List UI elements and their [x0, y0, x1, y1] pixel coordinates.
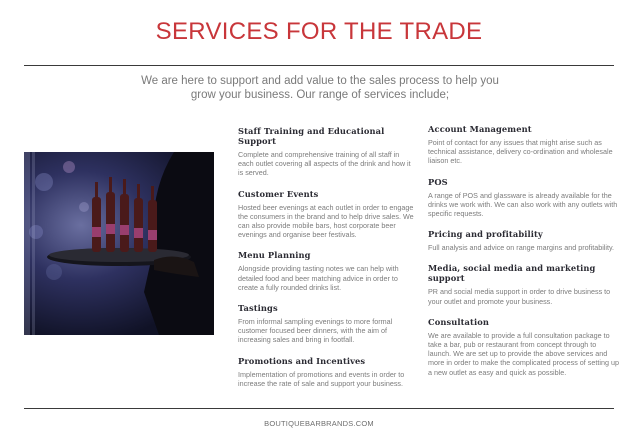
service-title: Account Management — [428, 124, 532, 134]
service-title: Consultation — [428, 316, 489, 327]
service-item — [238, 189, 414, 240]
service-description: Implementation of promotions and events in order to increase the rate of sale and support your business. — [238, 369, 405, 388]
services-column-left — [238, 126, 414, 399]
intro-line-1: We are here to support and add value to the sales process to help you — [141, 75, 499, 87]
service-item — [238, 303, 414, 345]
service-description: From informal sampling evenings to more formal customer focused beer dinners, with the aim of increasing sales and bring in footfall. — [238, 317, 393, 345]
service-title: Tastings — [238, 303, 278, 314]
intro-text — [130, 74, 510, 102]
service-description: Complete and comprehensive training of all staff in each outlet covering all aspects of the drink and how it is served. — [238, 150, 411, 178]
bottles-photo — [24, 152, 214, 335]
service-item — [238, 126, 414, 178]
service-title: Pricing and profitability — [428, 229, 543, 240]
service-item — [428, 229, 620, 252]
service-title: Media, social media and marketing support — [428, 263, 596, 284]
top-divider — [24, 65, 614, 66]
service-item — [428, 263, 620, 305]
service-title: POS — [428, 176, 448, 187]
service-item — [428, 124, 620, 166]
intro-line-2: grow your business. Our range of services include; — [190, 89, 450, 101]
service-title: Menu Planning — [238, 250, 311, 261]
service-description: Hosted beer evenings at each outlet in order to engage the consumers in the brand and to help drive sales. We can also provide mobile bars, host corporate beer evenings and organise beer festivals. — [238, 202, 414, 240]
service-description: PR and social media support in order to drive business to your outlet and promote your business. — [428, 287, 611, 306]
page-title: SERVICES FOR THE TRADE — [155, 18, 483, 45]
service-description: Point of contact for any issues that might arise such as technical assistance, delivery co-ordination and wholesale liaison etc. — [428, 138, 613, 166]
service-title: Staff Training and Educational Support — [238, 126, 385, 146]
service-title: Customer Events — [238, 188, 319, 199]
services-column-right — [428, 124, 620, 388]
service-description: We are available to provide a full consultation package to take a bar, pub or restaurant from concept through to launch. We are set up to provide the above services and more in order to make the complicated process of setting up a new outlet as easy and quick as possible. — [428, 330, 619, 377]
service-description: A range of POS and glassware is already available for the drinks we work with. We can also work with any outlets with specific requests. — [428, 190, 618, 219]
service-description: Full analysis and advice on range margins and profitability. — [428, 243, 615, 253]
service-item — [238, 250, 414, 292]
bottom-divider — [24, 408, 614, 409]
service-description: Alongside providing tasting notes we can help with detailed food and beer matching advice in order to create a fully rounded drinks list. — [238, 264, 399, 292]
service-title: Promotions and Incentives — [238, 355, 366, 366]
footer-url: BOUTIQUEBARBRANDS.COM — [264, 419, 374, 428]
service-item — [238, 356, 414, 388]
service-item — [428, 317, 620, 377]
service-item — [428, 177, 620, 219]
